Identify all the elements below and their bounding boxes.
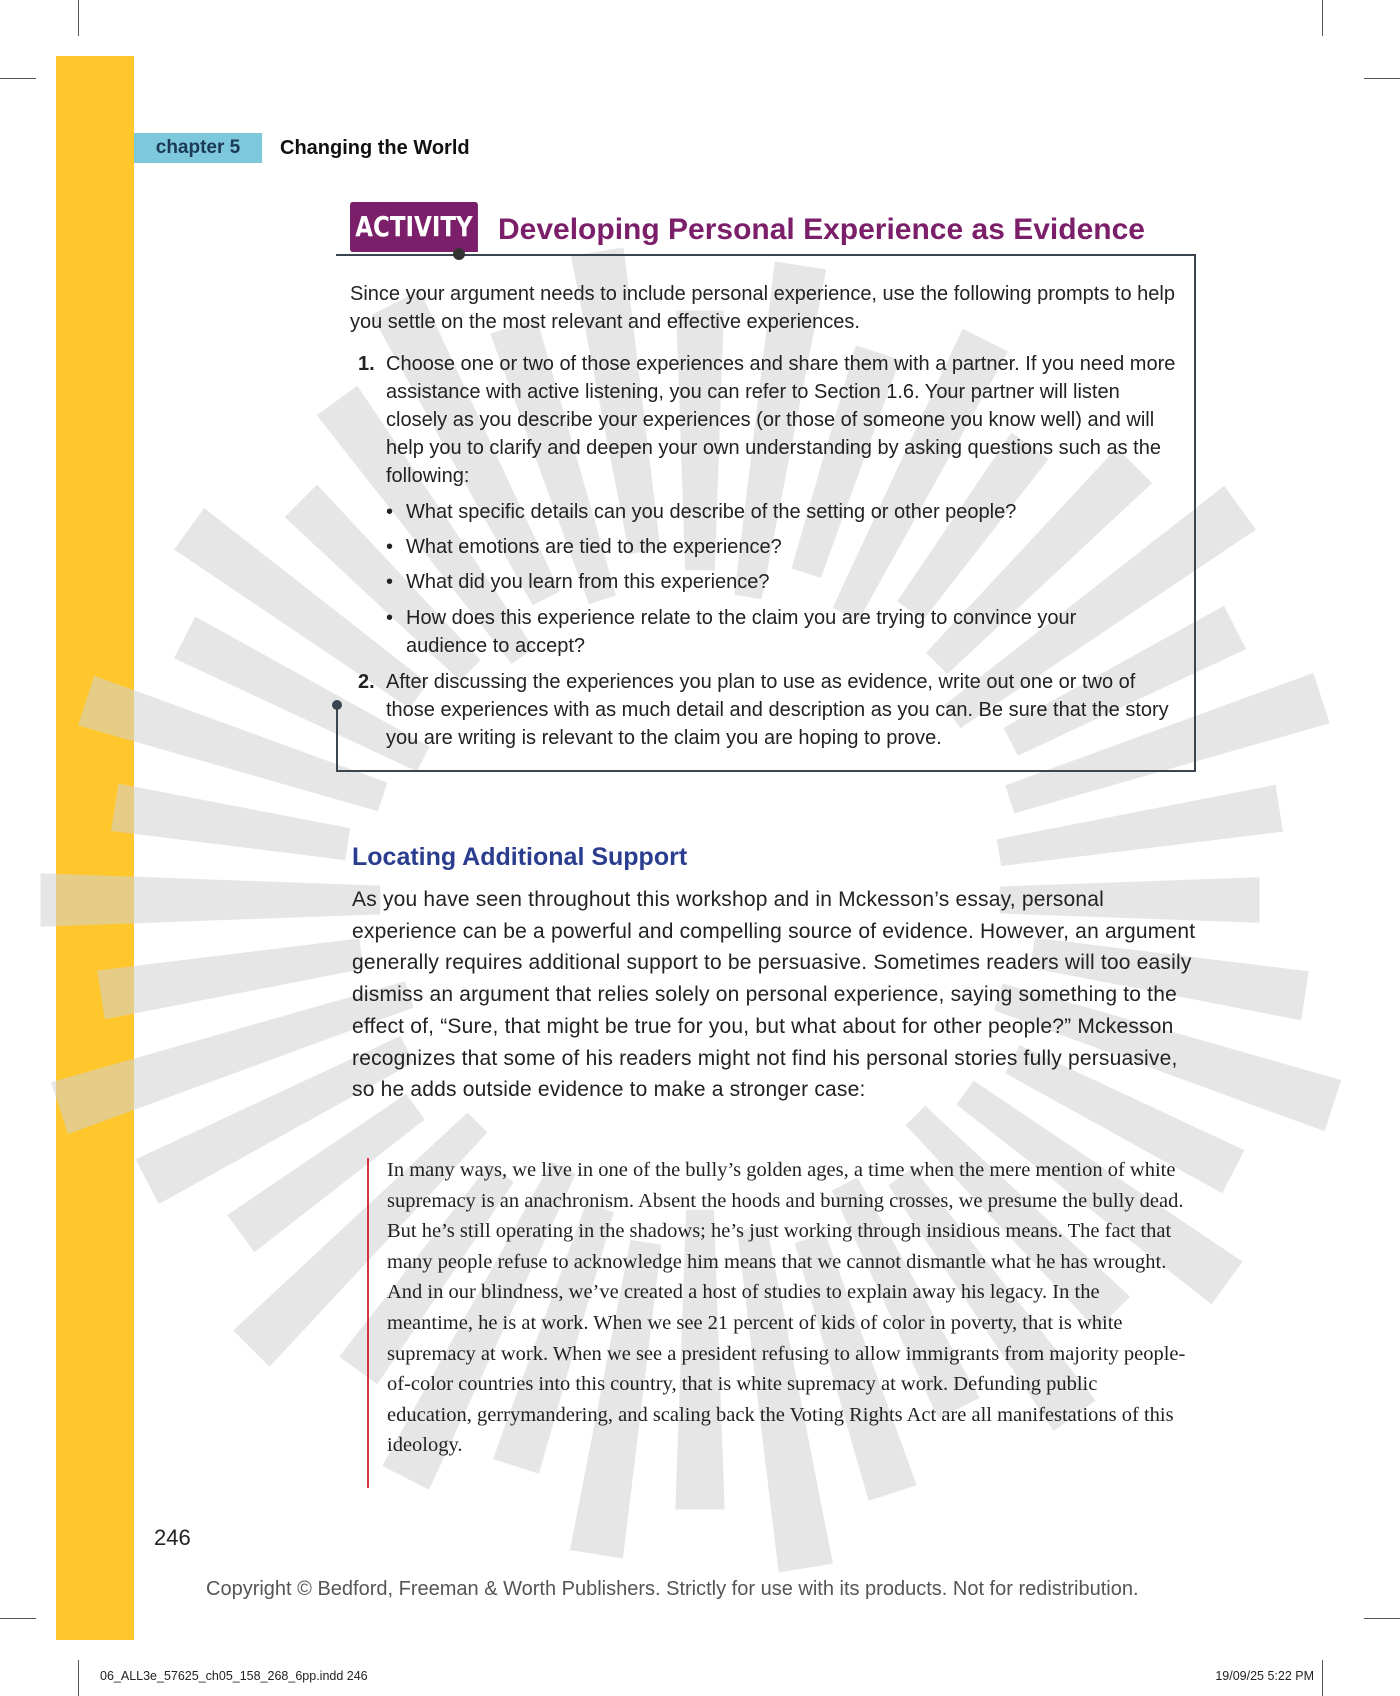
body-paragraph: As you have seen throughout this workshop and in Mckesson’s essay, personal experience can be a powerful and compelling source of evidence. However, an argument generally requires additional support to be persuasive. Sometimes readers will too easily dismiss an argument that relies solely on personal experience, saying something to the effect of, “Sure, that might be true for you, but what about for other people?” Mckesson recognizes that some of his readers might not find his personal stories fully persuasive, so he adds outside evidence to make a stronger case: xyxy=(352,888,1196,1102)
quote-rule xyxy=(367,1158,369,1488)
bullet-icon: • xyxy=(386,571,394,593)
activity-badge-dot xyxy=(453,248,465,260)
activity-box-left-rule xyxy=(336,706,338,770)
activity-intro: Since your argument needs to include personal experience, use the following prompts to help you settle on the most relevant and effective experiences. xyxy=(350,283,1175,333)
activity-box-dot xyxy=(332,700,342,710)
bullet-icon: • xyxy=(386,607,394,629)
bullet-text: How does this experience relate to the claim you are trying to convince your audience to accept? xyxy=(406,607,1077,657)
section-heading: Locating Additional Support xyxy=(352,843,688,871)
item-number: 1. xyxy=(358,353,375,375)
print-slug-date: 19/09/25 5:22 PM xyxy=(1215,1669,1314,1683)
print-slug-file: 06_ALL3e_57625_ch05_158_268_6pp.indd 246 xyxy=(100,1669,368,1683)
item-number: 2. xyxy=(358,671,375,693)
bullet-icon: • xyxy=(386,501,394,523)
watermark-ray xyxy=(41,873,381,926)
item-text: Choose one or two of those experiences and share them with a partner. If you need more assistance with active listening, you can refer to Section 1.6. Your partner will listen closely as you describe your experiences (or those of someone you know well) and will help you to clarify and deepen your own understanding by asking questions such as the following: xyxy=(386,353,1176,487)
item-text: After discussing the experiences you plan to use as evidence, write out one or two of those experiences with as much detail and description as you can. Be sure that the story you are writing is relevant to the claim you are hoping to prove. xyxy=(386,671,1169,749)
activity-heading: Developing Personal Experience as Evidence xyxy=(498,213,1145,246)
activity-badge: ACTIVITY xyxy=(350,202,478,252)
watermark-ray xyxy=(111,784,350,861)
bullet-text: What emotions are tied to the experience? xyxy=(406,536,782,558)
page-number: 246 xyxy=(154,1525,191,1550)
bullet-icon: • xyxy=(386,536,394,558)
bullet-text: What did you learn from this experience? xyxy=(406,571,770,593)
block-quote: In many ways, we live in one of the bully’s golden ages, a time when the mere mention of white supremacy is an anachronism. Absent the hoods and burning crosses, we presume the bully dead. But he’s still operating in the shadows; he’s just working through insidious means. The fact that many people refuse to acknowledge him means that we cannot dismantle what he has wrought. And in our blindness, we’ve created a host of studies to explain away his legacy. In the meantime, he is at work. When we see 21 percent of kids of color in poverty, that is white supremacy at work. When we see a president refusing to allow immigrants from majority people-of-color countries into this country, that is white supremacy at work. Defunding public education, gerrymandering, and scaling back the Voting Rights Act are all manifestations of this ideology. xyxy=(387,1159,1186,1457)
chapter-tag: chapter 5 xyxy=(134,133,262,163)
bullet-text: What specific details can you describe of the setting or other people? xyxy=(406,501,1017,523)
copyright-notice: Copyright © Bedford, Freeman & Worth Publishers. Strictly for use with its products. Not for redistribution. xyxy=(206,1578,1139,1600)
chapter-title: Changing the World xyxy=(280,137,470,159)
